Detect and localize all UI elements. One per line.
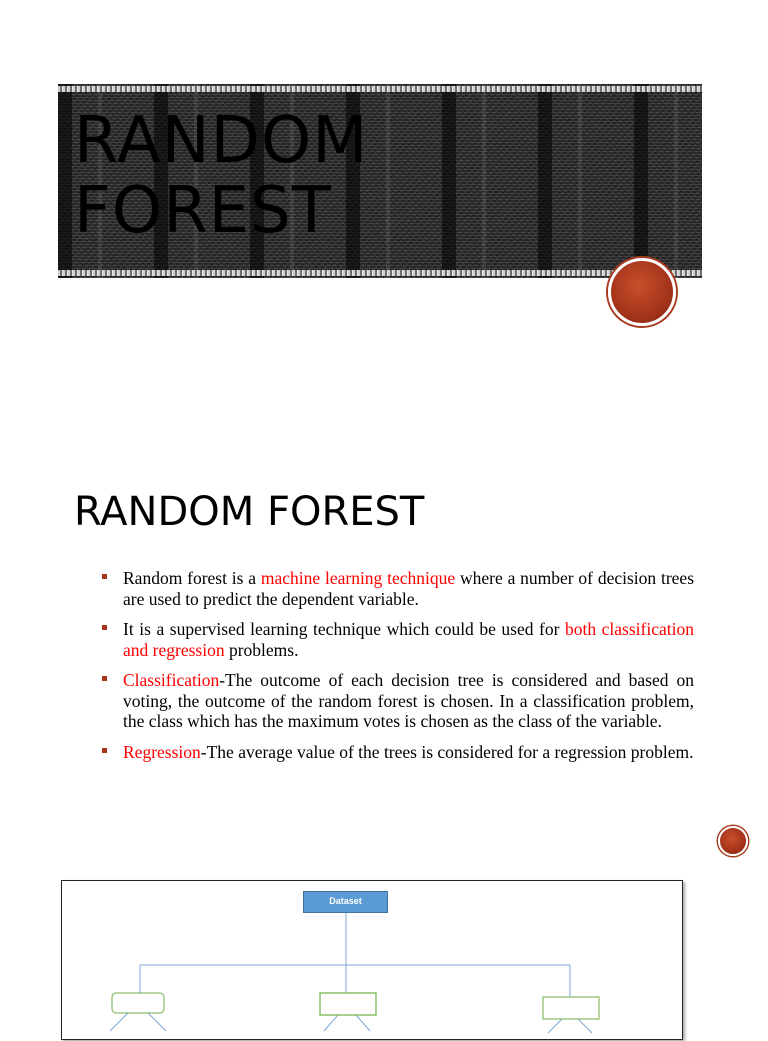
left-tree-edge <box>110 1013 128 1031</box>
band-bottom-edge <box>58 270 702 276</box>
bullet-item <box>100 568 694 609</box>
bullet-text: where a number of decision trees are used to predict the dependent variable. <box>123 568 695 609</box>
bullet-square-icon <box>102 676 107 681</box>
bullet-item <box>100 670 694 732</box>
bullet-item <box>100 619 694 660</box>
tree-node-left <box>112 993 164 1013</box>
slide1-title-line1: RANDOM <box>74 104 369 178</box>
slide1-title-line2: FOREST <box>74 174 332 248</box>
bullet-square-icon <box>102 574 107 579</box>
bullet-list <box>100 568 694 772</box>
middle-tree-edge <box>324 1015 338 1031</box>
bullet-square-icon <box>102 625 107 630</box>
left-tree-edge <box>148 1013 166 1031</box>
bullet-item <box>100 742 694 763</box>
bullet-highlight: Classification <box>123 670 220 690</box>
bullet-highlight: both classification and regression <box>123 619 694 660</box>
right-tree-edge <box>548 1019 562 1033</box>
slide1-title <box>74 106 368 246</box>
tree-node-right <box>543 997 599 1019</box>
right-tree-edge <box>578 1019 592 1033</box>
bullet-text: problems. <box>224 639 299 660</box>
random-forest-diagram <box>61 880 683 1040</box>
slide2-title: RANDOM FOREST <box>74 489 425 535</box>
bullet-text: -The average value of the trees is considered for a regression problem. <box>200 741 694 762</box>
bullet-text: Random forest is a <box>123 568 261 588</box>
bullet-square-icon <box>102 748 107 753</box>
bullet-text: It is a supervised learning technique which could be used for <box>123 619 565 639</box>
tree-node-middle <box>320 993 376 1015</box>
decorative-orb-icon <box>608 258 676 326</box>
band-top-edge <box>58 86 702 92</box>
bullet-text: -The outcome of each decision tree is considered and based on voting, the outcome of the random forest is chosen. In a classification problem, the class which has the maximum votes is chosen as the class of the variable. <box>123 670 694 731</box>
bullet-highlight: machine learning technique <box>260 568 456 588</box>
decorative-orb-icon <box>718 826 748 856</box>
dataset-node: Dataset <box>303 891 388 913</box>
middle-tree-edge <box>356 1015 370 1031</box>
bullet-highlight: Regression <box>123 741 201 762</box>
